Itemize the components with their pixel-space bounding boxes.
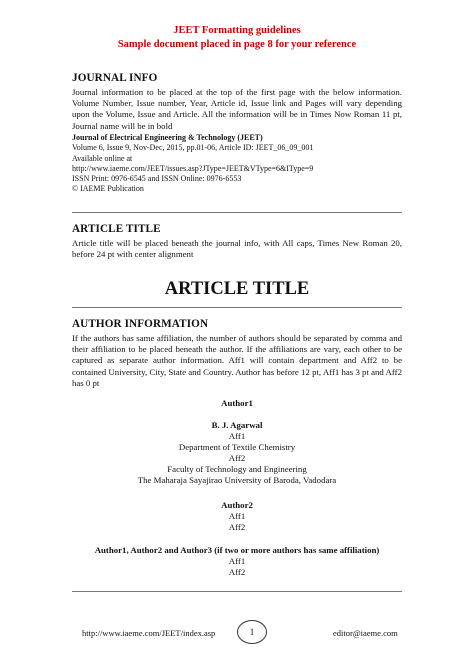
faculty: Faculty of Technology and Engineering — [167, 464, 307, 474]
university: The Maharaja Sayajirao University of Baroda, Vadodara — [137, 475, 337, 485]
author-group-aff2: Aff2 — [228, 567, 246, 577]
divider — [72, 212, 402, 213]
author-group-label: Author1, Author2 and Author3 (if two or more authors has same affiliation) — [94, 545, 380, 555]
author2-aff2: Aff2 — [228, 522, 246, 532]
header-title: JEET Formatting guidelines — [173, 25, 301, 36]
aff2-label: Aff2 — [228, 453, 246, 463]
journal-info-block — [72, 133, 402, 195]
author2-block — [0, 500, 474, 533]
article-title-paragraph: Article title will be placed beneath the journal info, with All caps, Times New Roman 20, before 24 pt with center alignment — [72, 238, 402, 260]
issue-link[interactable]: http://www.iaeme.com/JEET/issues.asp?JType=JEET&VType=6&IType=9 — [72, 163, 314, 173]
available-online: Available online at — [72, 153, 133, 163]
page-header — [0, 24, 474, 52]
author-information-paragraph: If the authors has same affiliation, the number of authors should be separated by comma and their affiliation to be placed beneath the author. If the affiliations are vary, each other to be captured as separate author information. Aff1 will contain department and Aff2 to be contained University, City, State and Country. Author has before 12 pt, Aff1 has 3 pt and Aff2 has 0 pt — [72, 333, 402, 388]
aff1-label: Aff1 — [228, 431, 246, 441]
footer-url-link[interactable]: http://www.iaeme.com/JEET/index.asp — [82, 628, 216, 638]
department: Department of Textile Chemistry — [178, 442, 296, 452]
author1-label: Author1 — [221, 398, 253, 408]
author-group-block — [0, 545, 474, 578]
author-name: B. J. Agarwal — [211, 420, 263, 430]
page-number: 1 — [237, 620, 267, 644]
author-information-heading: AUTHOR INFORMATION — [72, 318, 209, 330]
divider — [72, 307, 402, 308]
header-subtitle: Sample document placed in page 8 for your reference — [117, 39, 357, 50]
author2-label: Author2 — [221, 500, 253, 510]
journal-name: Journal of Electrical Engineering & Technology (JEET) — [72, 133, 263, 142]
journal-info-heading: JOURNAL INFO — [72, 72, 158, 84]
issn-line: ISSN Print: 0976-6545 and ISSN Online: 0976-6553 — [72, 174, 242, 184]
journal-info-paragraph: Journal information to be placed at the top of the first page with the below information. Volume Number, Issue number, Year, Article id, Issue link and Pages will vary depending upon the Volume, Issue and Article. All the information will be in Times Now Roman 11 pt, Journal name will be in bold — [72, 87, 402, 131]
author-group-aff1: Aff1 — [228, 556, 246, 566]
footer-email-link[interactable]: editor@iaeme.com — [333, 628, 398, 638]
copyright-line: © IAEME Publication — [72, 184, 144, 194]
article-title-heading: ARTICLE TITLE — [72, 223, 161, 235]
article-title: ARTICLE TITLE — [164, 279, 310, 299]
divider — [72, 591, 402, 592]
author1-block — [0, 420, 474, 486]
author2-aff1: Aff1 — [228, 511, 246, 521]
volume-line: Volume 6, Issue 9, Nov-Dec, 2015, pp.01-06, Article ID: JEET_06_09_001 — [72, 143, 314, 153]
